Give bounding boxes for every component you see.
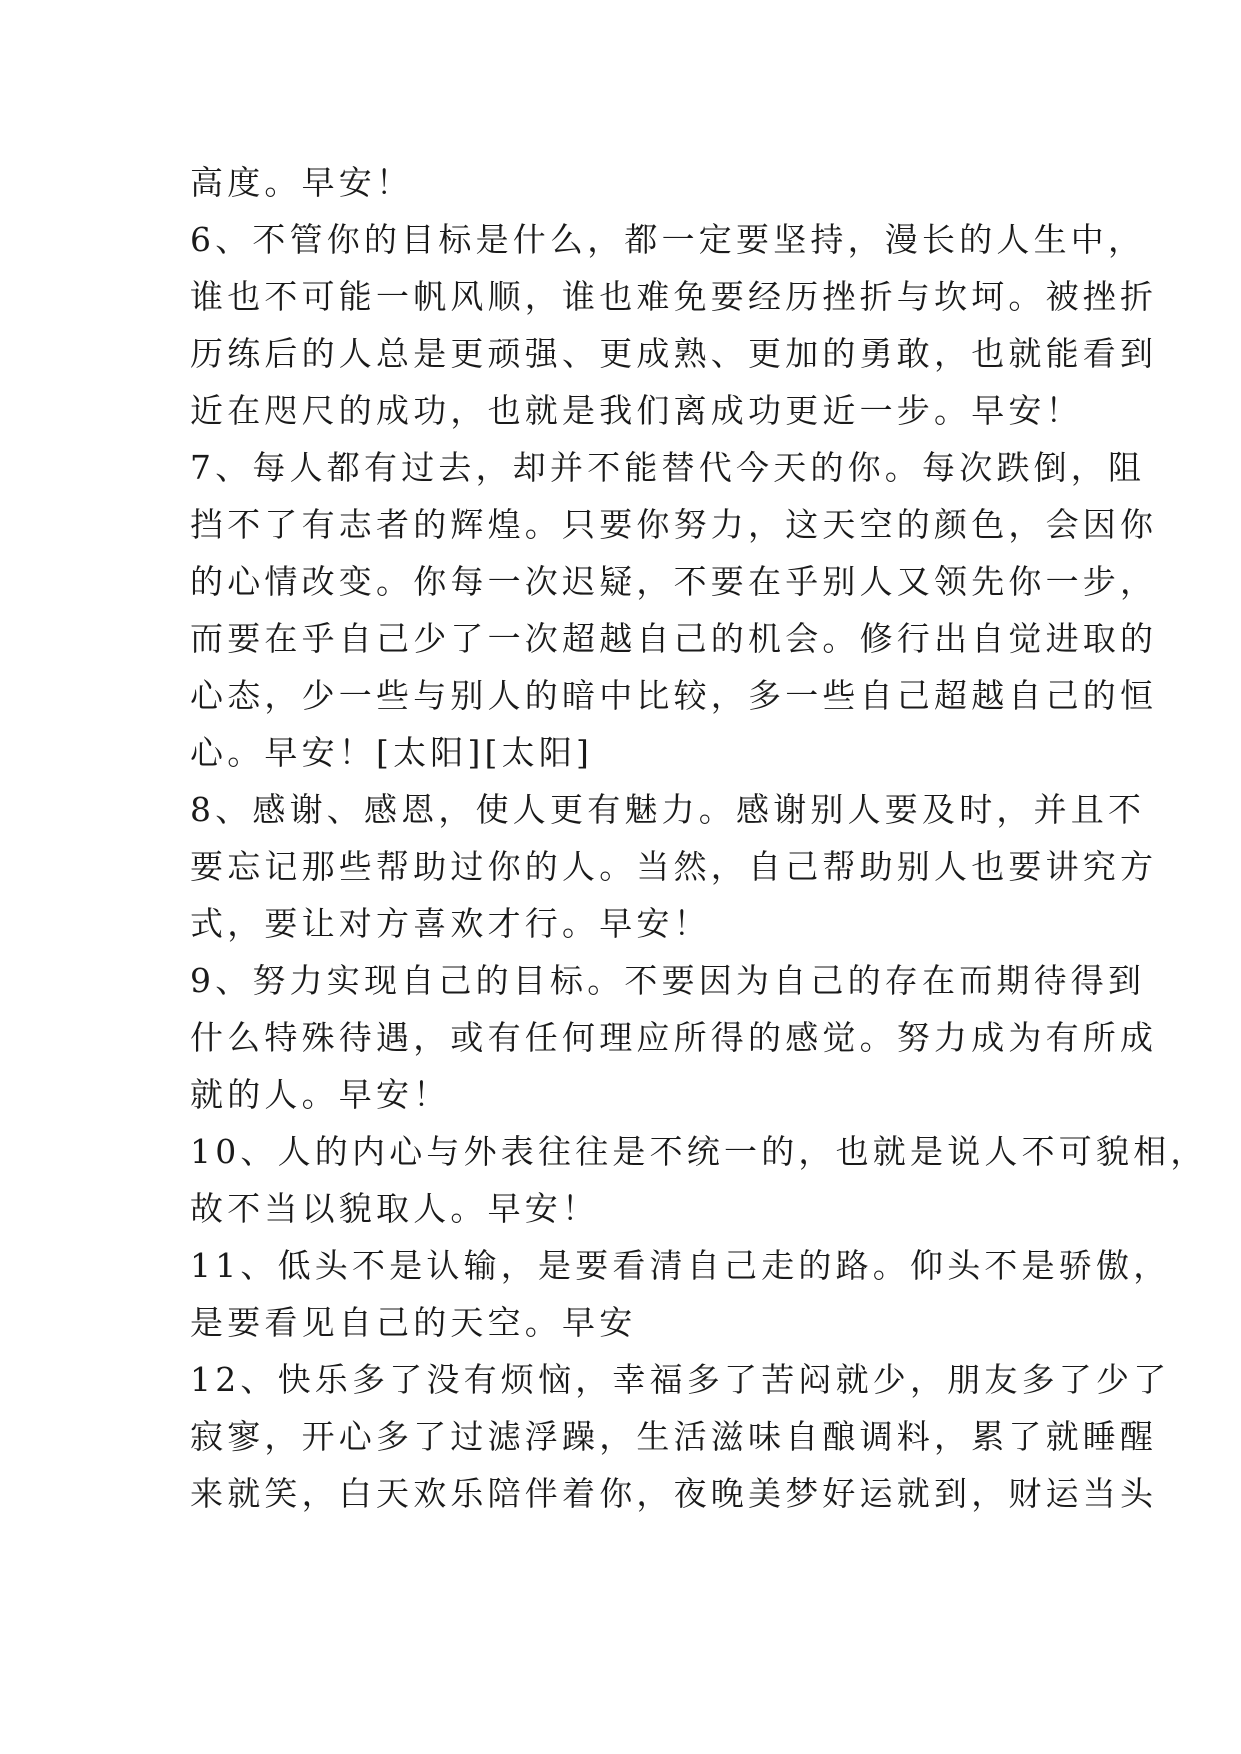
text-line: 来就笑，白天欢乐陪伴着你，夜晚美梦好运就到，财运当头: [190, 1474, 1158, 1513]
text-line: 12、快乐多了没有烦恼，幸福多了苦闷就少，朋友多了少了: [190, 1360, 1171, 1399]
document-body: [190, 154, 1208, 1522]
text-line: 10、人的内心与外表往往是不统一的，也就是说人不可貌相，: [190, 1132, 1208, 1171]
text-line: 就的人。早安！: [190, 1075, 451, 1114]
text-line: 谁也不可能一帆风顺，谁也难免要经历挫折与坎坷。被挫折: [190, 277, 1158, 316]
text-line: 要忘记那些帮助过你的人。当然，自己帮助别人也要讲究方: [190, 847, 1158, 886]
text-line: 心。早安！[太阳][太阳]: [190, 733, 594, 772]
text-line: 挡不了有志者的辉煌。只要你努力，这天空的颜色，会因你: [190, 505, 1158, 544]
text-line: 的心情改变。你每一次迟疑，不要在乎别人又领先你一步，: [190, 562, 1158, 601]
text-line: 寂寥，开心多了过滤浮躁，生活滋味自酿调料，累了就睡醒: [190, 1417, 1158, 1456]
text-line: 近在咫尺的成功，也就是我们离成功更近一步。早安！: [190, 391, 1083, 430]
text-line: 历练后的人总是更顽强、更成熟、更加的勇敢，也就能看到: [190, 334, 1158, 373]
text-line: 什么特殊待遇，或有任何理应所得的感觉。努力成为有所成: [190, 1018, 1158, 1057]
text-line: 是要看见自己的天空。早安: [190, 1303, 637, 1342]
text-line: 8、感谢、感恩，使人更有魅力。感谢别人要及时，并且不: [190, 790, 1146, 829]
text-line: 高度。早安！: [190, 163, 414, 202]
text-line: 心态，少一些与别人的暗中比较，多一些自己超越自己的恒: [190, 676, 1158, 715]
text-line: 6、不管你的目标是什么，都一定要坚持，漫长的人生中，: [190, 220, 1146, 259]
text-line: 11、低头不是认输，是要看清自己走的路。仰头不是骄傲，: [190, 1246, 1171, 1285]
text-line: 式，要让对方喜欢才行。早安！: [190, 904, 711, 943]
text-line: 9、努力实现自己的目标。不要因为自己的存在而期待得到: [190, 961, 1146, 1000]
text-line: 故不当以貌取人。早安！: [190, 1189, 600, 1228]
text-line: 7、每人都有过去，却并不能替代今天的你。每次跌倒，阻: [190, 448, 1146, 487]
text-line: 而要在乎自己少了一次超越自己的机会。修行出自觉进取的: [190, 619, 1158, 658]
